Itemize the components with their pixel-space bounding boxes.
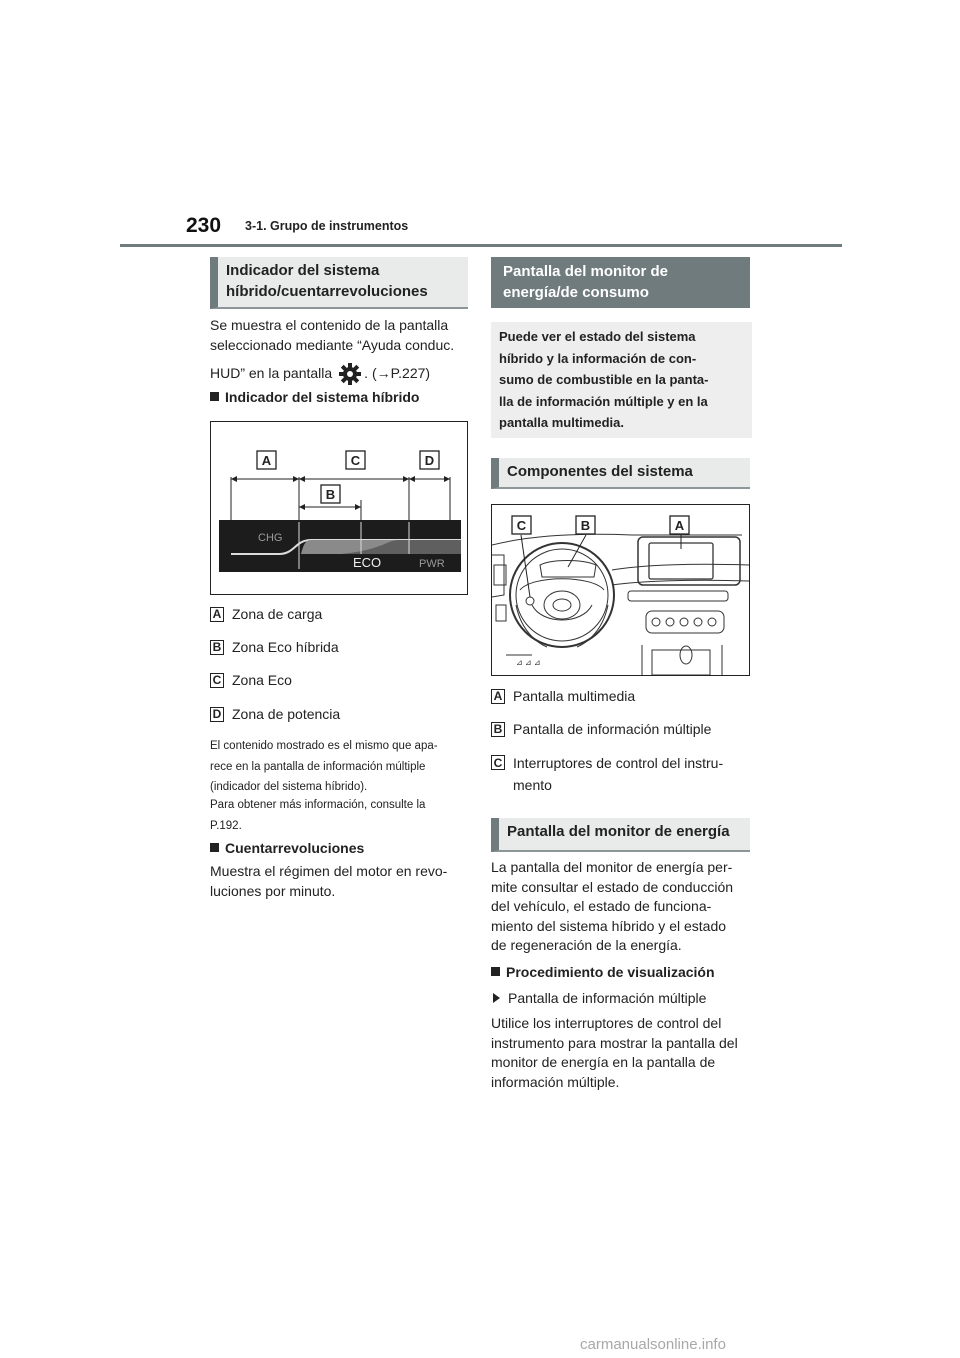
- callout-B: [576, 516, 595, 534]
- energy-monitor-description: La pantalla del monitor de energía per- mite consultar el estado de conducción del vehículo, el estado de funciona- miento del sistema híbrido y el estado de regeneración de la energía.: [491, 859, 734, 953]
- subheading-tachometer: Cuentarrevoluciones: [210, 840, 364, 856]
- procedure-description: Utilice los interruptores de control del instrumento para mostrar la pantalla del monitor de energía en la pantalla de información múltiple.: [491, 1015, 738, 1090]
- svg-text:B: B: [325, 487, 336, 502]
- dashboard-figure: [491, 504, 750, 676]
- section-heading-components: Componentes del sistema: [491, 458, 750, 489]
- tachometer-description: Muestra el régimen del motor en revo- luciones por minuto.: [210, 863, 448, 899]
- subheading-procedure: Procedimiento de visualización: [491, 964, 715, 980]
- square-bullet-icon: [491, 967, 500, 976]
- square-bullet-icon: [210, 392, 219, 401]
- callout-A: [670, 516, 689, 534]
- section-title: 3-1. Grupo de instrumentos: [245, 219, 409, 233]
- note-same-content: El contenido mostrado es el mismo que apa- rece en la pantalla de información múltiple (indicador del sistema híbrido).: [210, 740, 438, 793]
- svg-text:A: A: [261, 453, 272, 468]
- legend-item-c: C Zona Eco: [210, 672, 292, 688]
- svg-text:⊿ ⊿ ⊿: ⊿ ⊿ ⊿: [516, 658, 541, 667]
- callout-C: [512, 516, 531, 534]
- intro-paragraph: Se muestra el contenido de la pantalla seleccionado mediante “Ayuda conduc. HUD” en la pantalla . (→P.227): [210, 316, 472, 386]
- page-number: 230: [186, 214, 222, 237]
- gauge-label-pwr: PWR: [419, 558, 445, 570]
- dashboard-diagram: [492, 505, 749, 675]
- section-heading-energy-monitor: Pantalla del monitor de energía/de consumo: [491, 257, 750, 308]
- svg-text:D: D: [424, 453, 435, 468]
- section-heading-hybrid-indicator: Indicador del sistema híbrido/cuentarrevoluciones: [210, 257, 468, 309]
- legend-item-d: D Zona de potencia: [210, 706, 340, 722]
- hybrid-indicator-figure: [210, 421, 468, 595]
- hybrid-indicator-diagram: [211, 422, 467, 594]
- header-rule: [120, 244, 842, 247]
- intro-box: Puede ver el estado del sistema híbrido y la información de con- sumo de combustible en la panta- lla de información múltiple y en la pantalla multimedia.: [491, 322, 752, 438]
- watermark: carmanualsonline.info: [580, 1336, 726, 1353]
- callout-B: [321, 485, 340, 503]
- gear-icon: [338, 362, 362, 386]
- gauge-label-chg: CHG: [258, 532, 283, 544]
- triangle-bullet-icon: [493, 993, 500, 1003]
- legend-item-a-right: A Pantalla multimedia: [491, 688, 635, 704]
- bullet-multi-info-display: Pantalla de información múltiple: [493, 989, 706, 1009]
- square-bullet-icon: [210, 843, 219, 852]
- svg-text:C: C: [350, 453, 361, 468]
- svg-text:B: B: [580, 518, 591, 533]
- legend-item-b-right: B Pantalla de información múltiple: [491, 721, 711, 737]
- section-heading-energy-monitor-screen: Pantalla del monitor de energía: [491, 818, 750, 852]
- note-more-info: Para obtener más información, consulte la P.192.: [210, 799, 426, 832]
- svg-text:A: A: [674, 518, 685, 533]
- svg-text:C: C: [516, 518, 527, 533]
- legend-item-a: A Zona de carga: [210, 606, 322, 622]
- gauge-label-eco: ECO: [353, 555, 382, 570]
- legend-item-c-right: C Interruptores de control del instru- mento: [491, 755, 723, 793]
- subheading-hybrid-indicator: Indicador del sistema híbrido: [210, 389, 419, 405]
- callout-A: [257, 451, 276, 469]
- callout-D: [420, 451, 439, 469]
- callout-C: [346, 451, 365, 469]
- legend-item-b: B Zona Eco híbrida: [210, 639, 339, 655]
